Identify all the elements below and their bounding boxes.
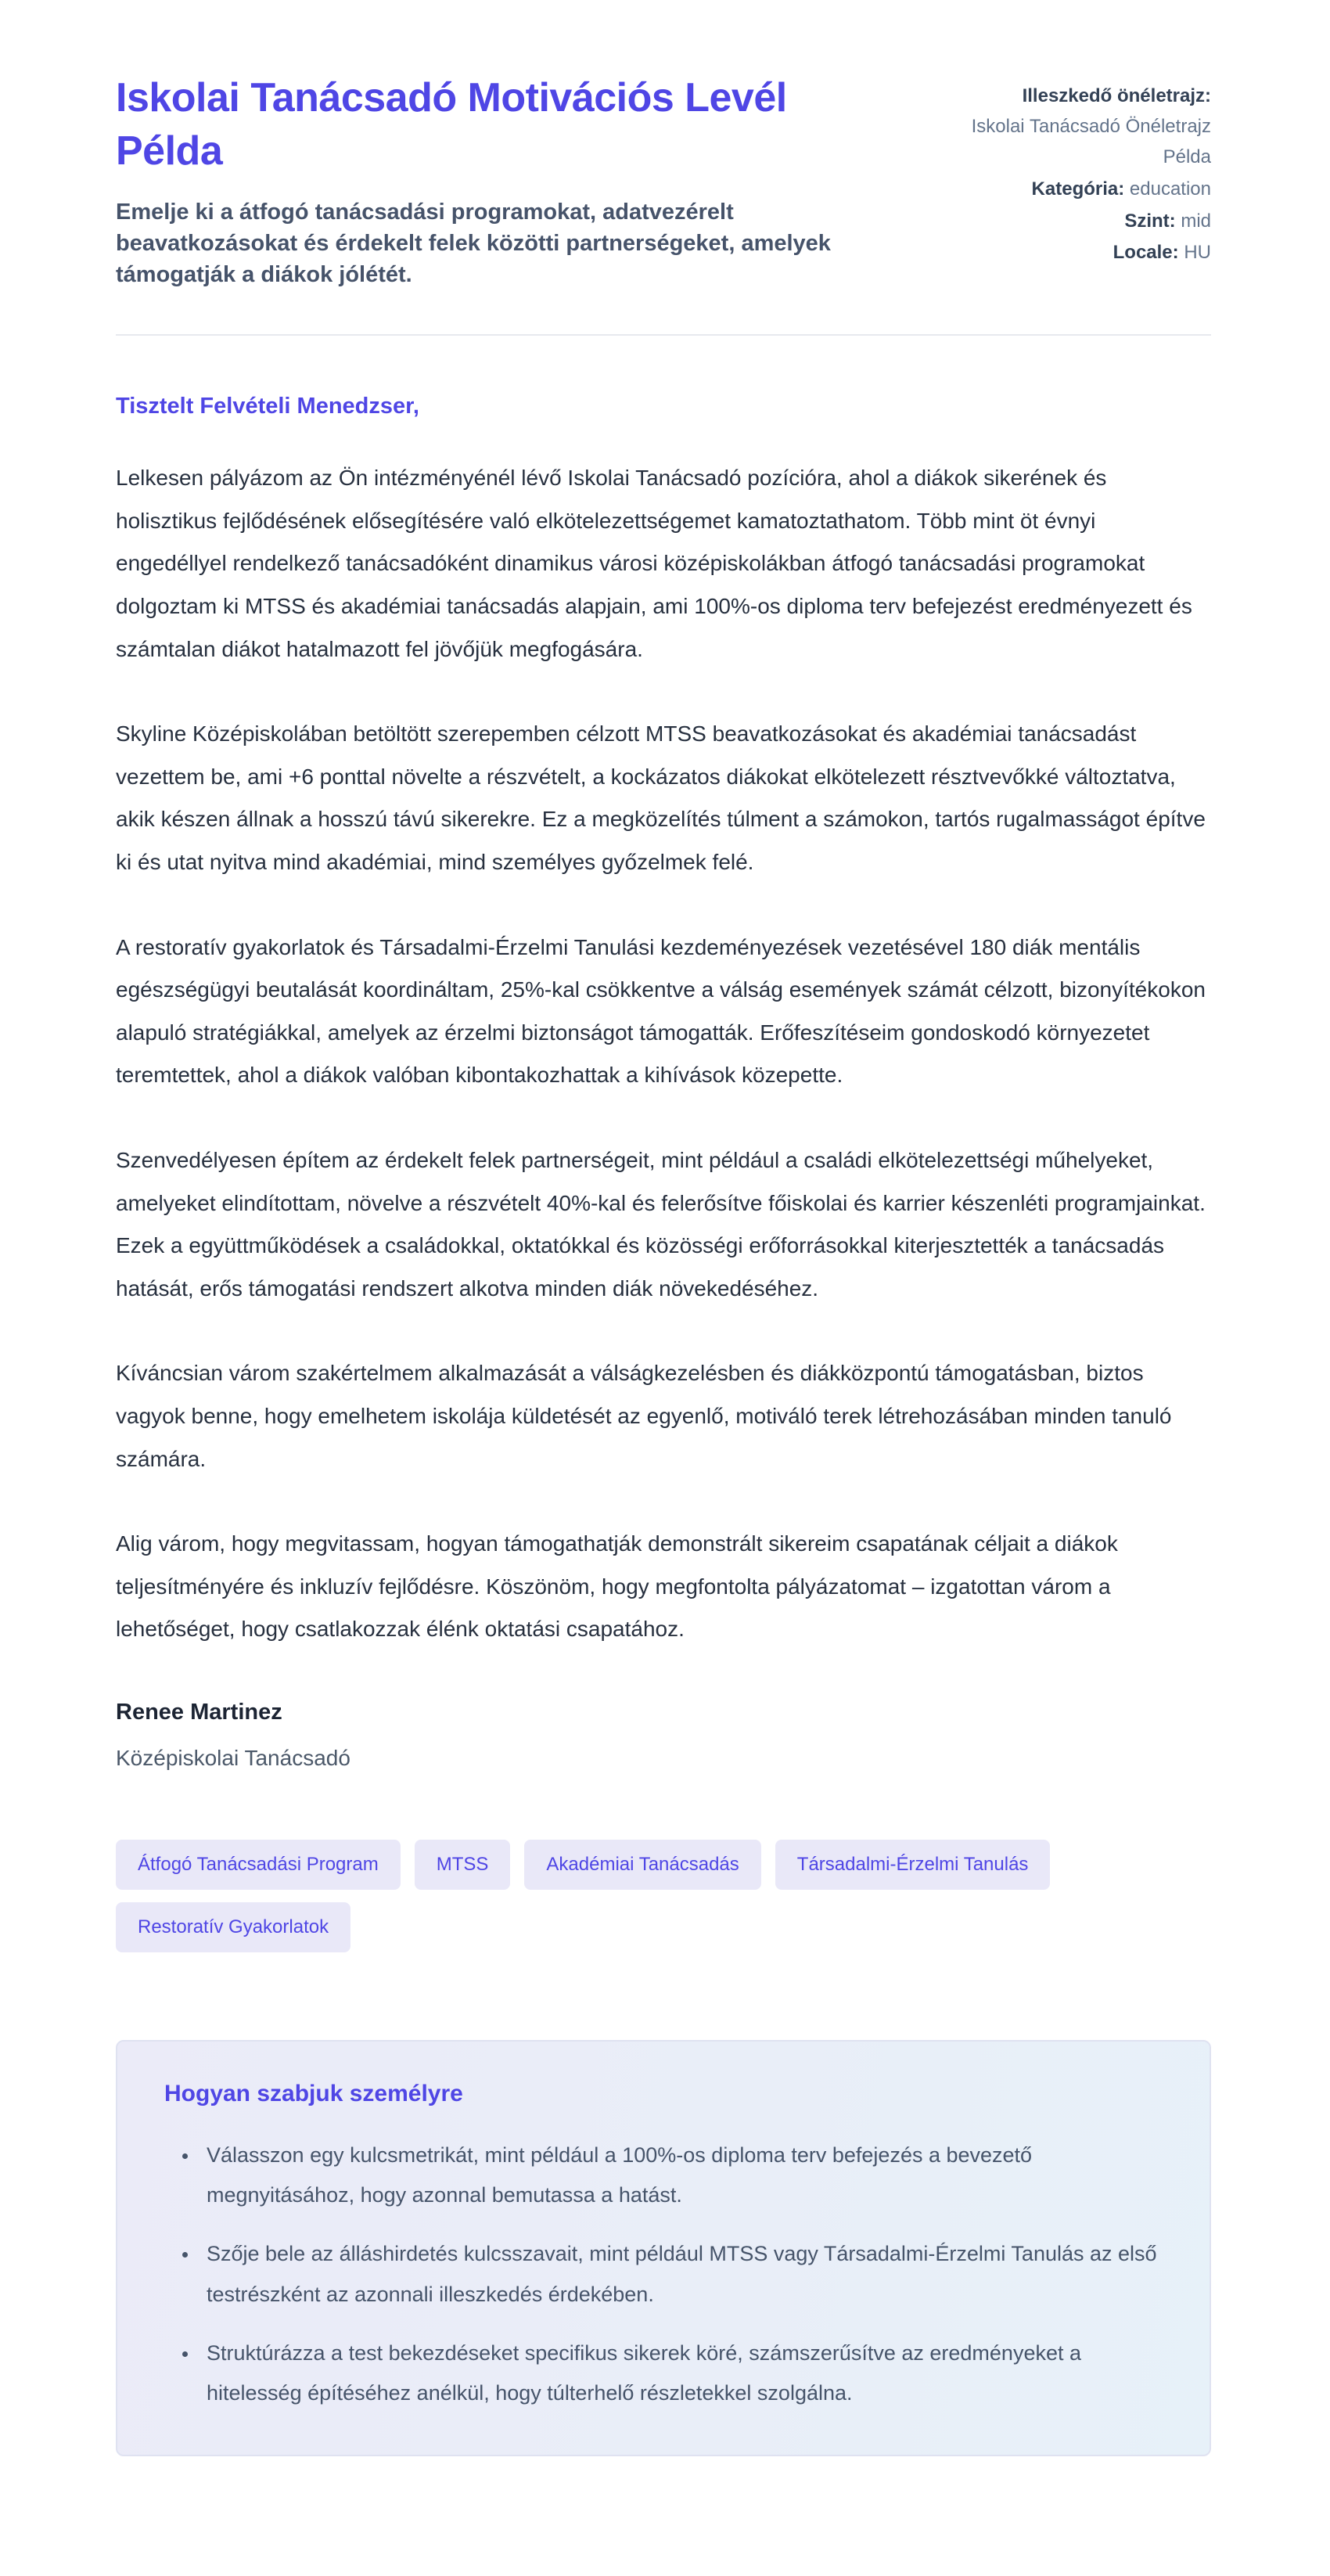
- meta-locale-value: HU: [1178, 242, 1211, 264]
- header: [116, 72, 1211, 290]
- page-title: Iskolai Tanácsadó Motivációs Levél Példa: [116, 75, 787, 174]
- signature-block: [116, 1700, 1211, 1771]
- tips-list: [164, 2135, 1163, 2414]
- letter-paragraph: Kíváncsian várom szakértelmem alkalmazását a válságkezelésben és diákközpontú támogatásban, biztos vagyok benne, hogy emelhetem iskolája küldetését az egyenlő, motiváló terek létrehozásában minden tanuló számára.: [116, 1361, 1172, 1471]
- meta-locale: [875, 238, 1211, 268]
- meta-matching-resume-link[interactable]: Iskolai Tanácsadó Önéletrajz Példa: [971, 115, 1211, 167]
- signature-role: Középiskolai Tanácsadó: [116, 1745, 350, 1770]
- meta-level-value: mid: [1175, 210, 1211, 232]
- personalization-tips-box: [116, 2040, 1211, 2456]
- tip-item: • Szője bele az álláshirdetés kulcsszavait, mint például MTSS vagy Társadalmi-Érzelmi Tanulás az első testrészként az azonnali illeszkedés érdekében.: [199, 2234, 1163, 2315]
- tip-item: • Válasszon egy kulcsmetrikát, mint például a 100%-os diploma terv befejezés a bevezető megnyitásához, hogy azonnal bemutassa a hatást.: [199, 2135, 1163, 2216]
- divider: [116, 334, 1211, 336]
- header-left: [116, 72, 843, 290]
- signature-name: Renee Martinez: [116, 1699, 282, 1725]
- tag-chip: Átfogó Tanácsadási Program: [116, 1840, 401, 1890]
- meta-level: [875, 207, 1211, 237]
- meta-category-value: education: [1124, 178, 1211, 200]
- letter-paragraph: A restoratív gyakorlatok és Társadalmi-Érzelmi Tanulási kezdeményezések vezetésével 180 diák mentális egészségügyi beutalását koordináltam, 25%-kal csökkentve a válság események számát célzott, bizonyítékokon alapuló stratégiákkal, amelyek az érzelmi biztonságot támogatták. Erőfeszítéseim gondoskodó környezetet teremtettek, ahol a diákok valóban kibontakozhattak a kihívások közepette.: [116, 934, 1206, 1088]
- letter-paragraph: Skyline Középiskolában betöltött szerepemben célzott MTSS beavatkozásokat és akadémiai tanácsadást vezettem be, ami +6 ponttal növelte a részvételt, a kockázatos diákokat elkötelezett résztvevőkké változtatva, akik készen állnak a hosszú távú sikerekre. Ez a megközelítés túlment a számokon, tartós rugalmasságot építve ki és utat nyitva mind akadémiai, mind személyes győzelmek felé.: [116, 721, 1206, 874]
- letter-paragraph: Lelkesen pályázom az Ön intézményénél lévő Iskolai Tanácsadó pozícióra, ahol a diákok sikerének és holisztikus fejlődésének elősegítésére való elkötelezettségemet kamatoztathatom. Több mint öt évnyi engedéllyel rendelkező tanácsadóként dinamikus városi középiskolákban átfogó tanácsadási programokat dolgoztam ki MTSS és akadémiai tanácsadás alapjain, ami 100%-os diploma terv befejezést eredményezett és számtalan diákot hatalmazott fel jövőjük megfogására.: [116, 466, 1192, 661]
- meta-panel: [875, 72, 1211, 268]
- tip-item: • Struktúrázza a test bekezdéseket specifikus sikerek köré, számszerűsítve az eredményeket a hitelesség építéséhez anélkül, hogy túlterhelő részletekkel szolgálna.: [199, 2333, 1163, 2414]
- tag-chip: MTSS: [415, 1840, 511, 1890]
- cover-letter-body: [116, 394, 1211, 1771]
- meta-level-label: Szint:: [1124, 210, 1176, 232]
- page-subtitle: Emelje ki a átfogó tanácsadási programokat, adatvezérelt beavatkozásokat és érdekelt felek közötti partnerségeket, amelyek támogatják a diákok jólétét.: [116, 200, 831, 288]
- meta-matching-resume-label: Illeszkedő önéletrajz:: [1022, 85, 1211, 106]
- tag-list: [116, 1840, 1211, 1952]
- meta-category: [875, 174, 1211, 205]
- tag-chip: Akadémiai Tanácsadás: [524, 1840, 760, 1890]
- letter-paragraph: Alig várom, hogy megvitassam, hogyan támogathatják demonstrált sikereim csapatának céljait a diákok teljesítményére és inkluzív fejlődésre. Köszönöm, hogy megfontolta pályázatomat – izgatottan várom a lehetőséget, hogy csatlakozzak élénk oktatási csapatához.: [116, 1531, 1118, 1642]
- meta-locale-label: Locale:: [1113, 242, 1179, 264]
- tag-chip: Társadalmi-Érzelmi Tanulás: [775, 1840, 1051, 1890]
- meta-matching-resume: [875, 81, 1211, 173]
- tips-heading: Hogyan szabjuk személyre: [164, 2080, 463, 2106]
- tag-chip: Restoratív Gyakorlatok: [116, 1902, 350, 1952]
- letter-paragraph: Szenvedélyesen építem az érdekelt felek partnerségeit, mint például a családi elkötelezettségi műhelyeket, amelyeket elindítottam, növelve a részvételt 40%-kal és felerősítve főiskolai és karrier készenléti programjainkat. Ezek a együttműködések a családokkal, oktatókkal és közösségi erőforrásokkal kiterjesztették a tanácsadás hatását, erős támogatási rendszert alkotva minden diák növekedéséhez.: [116, 1147, 1206, 1301]
- meta-category-label: Kategória:: [1031, 178, 1125, 200]
- letter-greeting: Tisztelt Felvételi Menedzser,: [116, 394, 419, 419]
